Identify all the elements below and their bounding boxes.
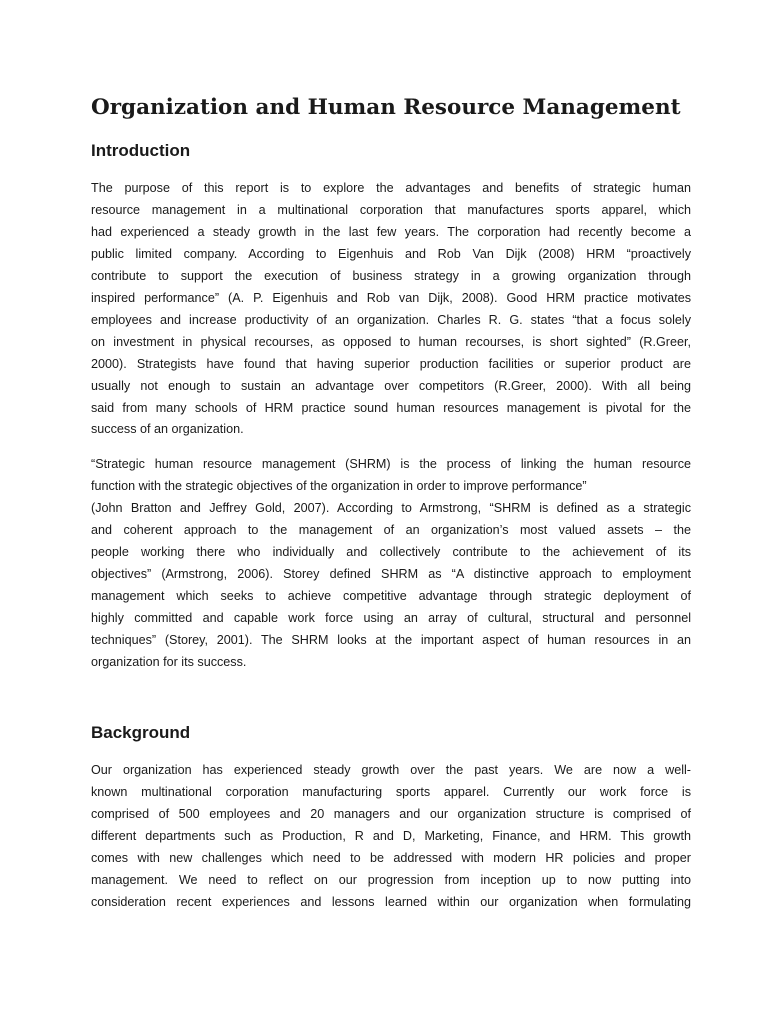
text-line: (John Bratton and Jeffrey Gold, 2007). According to Armstrong, “SHRM is defined as a strategic bbox=[91, 500, 691, 515]
text-line: known multinational corporation manufacturing sports apparel. Currently our work force is bbox=[91, 784, 691, 799]
text-line: techniques” (Storey, 2001). The SHRM looks at the important aspect of human resources in an bbox=[91, 632, 691, 647]
text-line: on investment in physical recourses, as opposed to human recourses, is short sighted” (R.Greer, bbox=[91, 334, 691, 349]
text-line: said from many schools of HRM practice sound human resources management is pivotal for the bbox=[91, 400, 691, 415]
introduction-paragraph-2 bbox=[91, 454, 691, 674]
document-title: Organization and Human Resource Management bbox=[91, 95, 681, 120]
text-line: resource management in a multinational corporation that manufactures sports apparel, which bbox=[91, 202, 691, 217]
section-heading-introduction: Introduction bbox=[91, 141, 191, 160]
section-heading-background: Background bbox=[91, 723, 191, 742]
text-line: consideration recent experiences and lessons learned within our organization when formulating bbox=[91, 894, 691, 909]
text-line: contribute to support the execution of business strategy in a growing organization through bbox=[91, 268, 691, 283]
text-line: people working there who individually and collectively contribute to the achievement of its bbox=[91, 544, 691, 559]
text-line: “Strategic human resource management (SHRM) is the process of linking the human resource bbox=[91, 457, 691, 471]
text-line: Our organization has experienced steady growth over the past years. We are now a well- bbox=[91, 763, 691, 777]
text-line: objectives” (Armstrong, 2006). Storey defined SHRM as “A distinctive approach to employment bbox=[91, 566, 691, 581]
text-line: The purpose of this report is to explore the advantages and benefits of strategic human bbox=[91, 181, 691, 195]
text-line: comes with new challenges which need to be addressed with modern HR policies and proper bbox=[91, 850, 691, 865]
text-line: function with the strategic objectives of the organization in order to improve performance” bbox=[91, 478, 587, 493]
text-line: and coherent approach to the management of an organization’s most valued assets – the bbox=[91, 522, 691, 537]
text-line: management which seeks to achieve competitive advantage through strategic deployment of bbox=[91, 588, 691, 603]
text-line: inspired performance” (A. P. Eigenhuis and Rob van Dijk, 2008). Good HRM practice motivates bbox=[91, 290, 691, 305]
text-line: had experienced a steady growth in the last few years. The corporation had recently become a bbox=[91, 224, 691, 239]
text-line: management. We need to reflect on our progression from inception up to now putting into bbox=[91, 872, 691, 887]
text-line: organization for its success. bbox=[91, 654, 247, 669]
text-line: employees and increase productivity of an organization. Charles R. G. states “that a focus solely bbox=[91, 312, 691, 327]
text-line: public limited company. According to Eigenhuis and Rob Van Dijk (2008) HRM “proactively bbox=[91, 246, 691, 261]
text-line: 2000). Strategists have found that having superior production facilities or superior product are bbox=[91, 356, 691, 371]
text-line: usually not enough to sustain an advantage over competitors (R.Greer, 2000). With all being bbox=[91, 378, 691, 393]
text-line: success of an organization. bbox=[91, 422, 244, 437]
text-line: comprised of 500 employees and 20 managers and our organization structure is comprised of bbox=[91, 806, 691, 821]
introduction-paragraph-1 bbox=[91, 178, 691, 441]
text-line: highly committed and capable work force using an array of cultural, structural and personnel bbox=[91, 610, 691, 625]
background-paragraph-1 bbox=[91, 760, 691, 914]
text-line: different departments such as Production, R and D, Marketing, Finance, and HRM. This growth bbox=[91, 828, 691, 843]
